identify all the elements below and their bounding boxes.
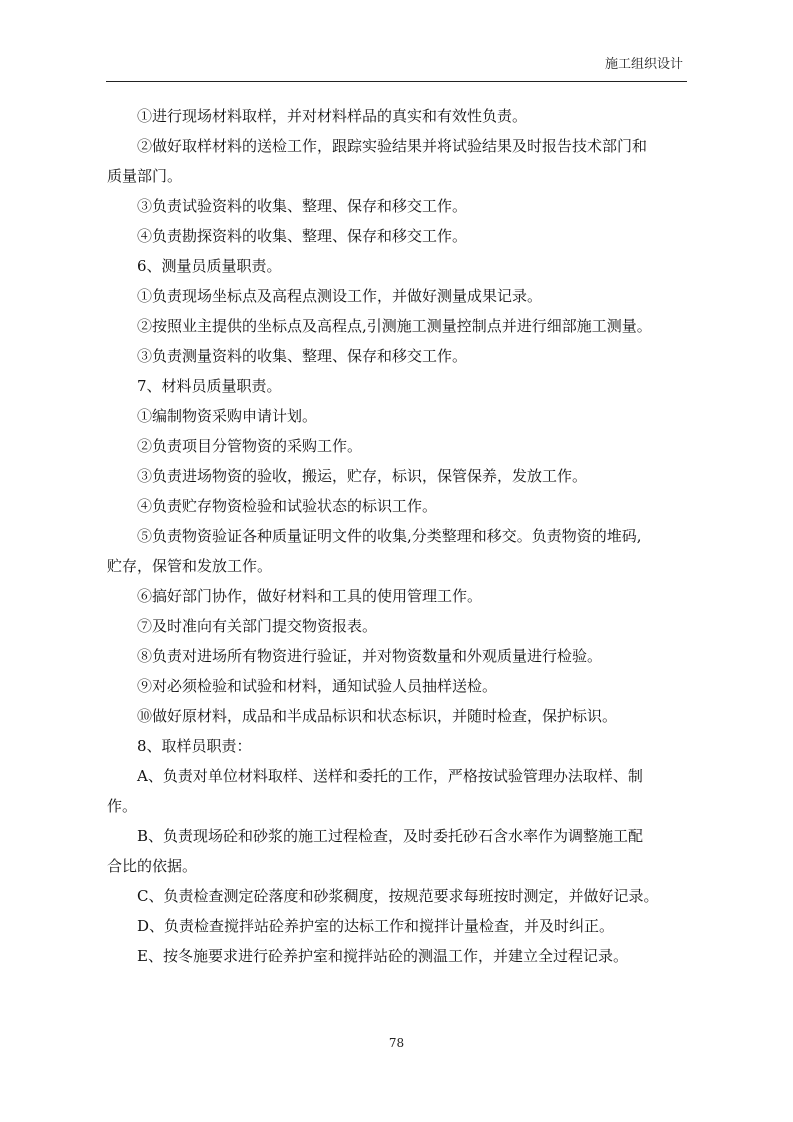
paragraph-line: ⑥搞好部门协作，做好材料和工具的使用管理工作。 bbox=[137, 587, 483, 605]
paragraph-line: ①编制物资采购申请计划。 bbox=[137, 407, 318, 425]
section-heading: 8、取样员职责： bbox=[137, 737, 252, 755]
paragraph-line: ①负责现场坐标点及高程点测设工作，并做好测量成果记录。 bbox=[137, 287, 543, 305]
paragraph-line: ⑦及时准向有关部门提交物资报表。 bbox=[137, 617, 378, 635]
paragraph-line: ⑧负责对进场所有物资进行验证，并对物资数量和外观质量进行检验。 bbox=[137, 647, 603, 665]
paragraph-line: ④负责勘探资料的收集、整理、保存和移交工作。 bbox=[137, 227, 468, 245]
header-title: 施工组织设计 bbox=[604, 57, 683, 72]
paragraph-line-continuation: 贮存，保管和发放工作。 bbox=[107, 557, 273, 575]
paragraph-line: ⑨对必须检验和试验和材料，通知试验人员抽样送检。 bbox=[137, 677, 498, 695]
paragraph-line: A、负责对单位材料取样、送样和委托的工作，严格按试验管理办法取样、制 bbox=[137, 767, 643, 785]
paragraph-line-continuation: 质量部门。 bbox=[107, 167, 183, 185]
paragraph-line: ②做好取样材料的送检工作，跟踪实验结果并将试验结果及时报告技术部门和 bbox=[137, 137, 648, 155]
paragraph-line: ③负责试验资料的收集、整理、保存和移交工作。 bbox=[137, 197, 468, 215]
paragraph-line: B、负责现场砼和砂浆的施工过程检查，及时委托砂石含水率作为调整施工配 bbox=[137, 827, 644, 845]
paragraph-line: E、按冬施要求进行砼养护室和搅拌站砼的测温工作，并建立全过程记录。 bbox=[137, 947, 628, 965]
paragraph-line-continuation: 作。 bbox=[107, 797, 138, 815]
section-heading: 6、测量员质量职责。 bbox=[137, 257, 282, 275]
paragraph-line-continuation: 合比的依据。 bbox=[107, 857, 198, 875]
paragraph-line: C、负责检查测定砼落度和砂浆稠度，按规范要求每班按时测定，并做好记录。 bbox=[137, 887, 659, 905]
document-body bbox=[107, 101, 687, 971]
paragraph-line: ③负责进场物资的验收，搬运，贮存，标识，保管保养，发放工作。 bbox=[137, 467, 588, 485]
paragraph-line: ⑩做好原材料，成品和半成品标识和状态标识，并随时检查，保护标识。 bbox=[137, 707, 618, 725]
paragraph-line: D、负责检查搅拌站砼养护室的达标工作和搅拌计量检查，并及时纠正。 bbox=[137, 917, 615, 935]
paragraph-line: ⑤负责物资验证各种质量证明文件的收集,分类整理和移交。负责物资的堆码, bbox=[137, 527, 642, 545]
section-heading: 7、材料员质量职责。 bbox=[137, 377, 282, 395]
paragraph-line: ②负责项目分管物资的采购工作。 bbox=[137, 437, 363, 455]
paragraph-line: ③负责测量资料的收集、整理、保存和移交工作。 bbox=[137, 347, 468, 365]
paragraph-line: ①进行现场材料取样，并对材料样品的真实和有效性负责。 bbox=[137, 107, 528, 125]
page-number: 78 bbox=[388, 1036, 405, 1050]
paragraph-line: ②按照业主提供的坐标点及高程点,引测施工测量控制点并进行细部施工测量。 bbox=[137, 317, 652, 335]
header-divider bbox=[106, 81, 687, 82]
paragraph-line: ④负责贮存物资检验和试验状态的标识工作。 bbox=[137, 497, 438, 515]
